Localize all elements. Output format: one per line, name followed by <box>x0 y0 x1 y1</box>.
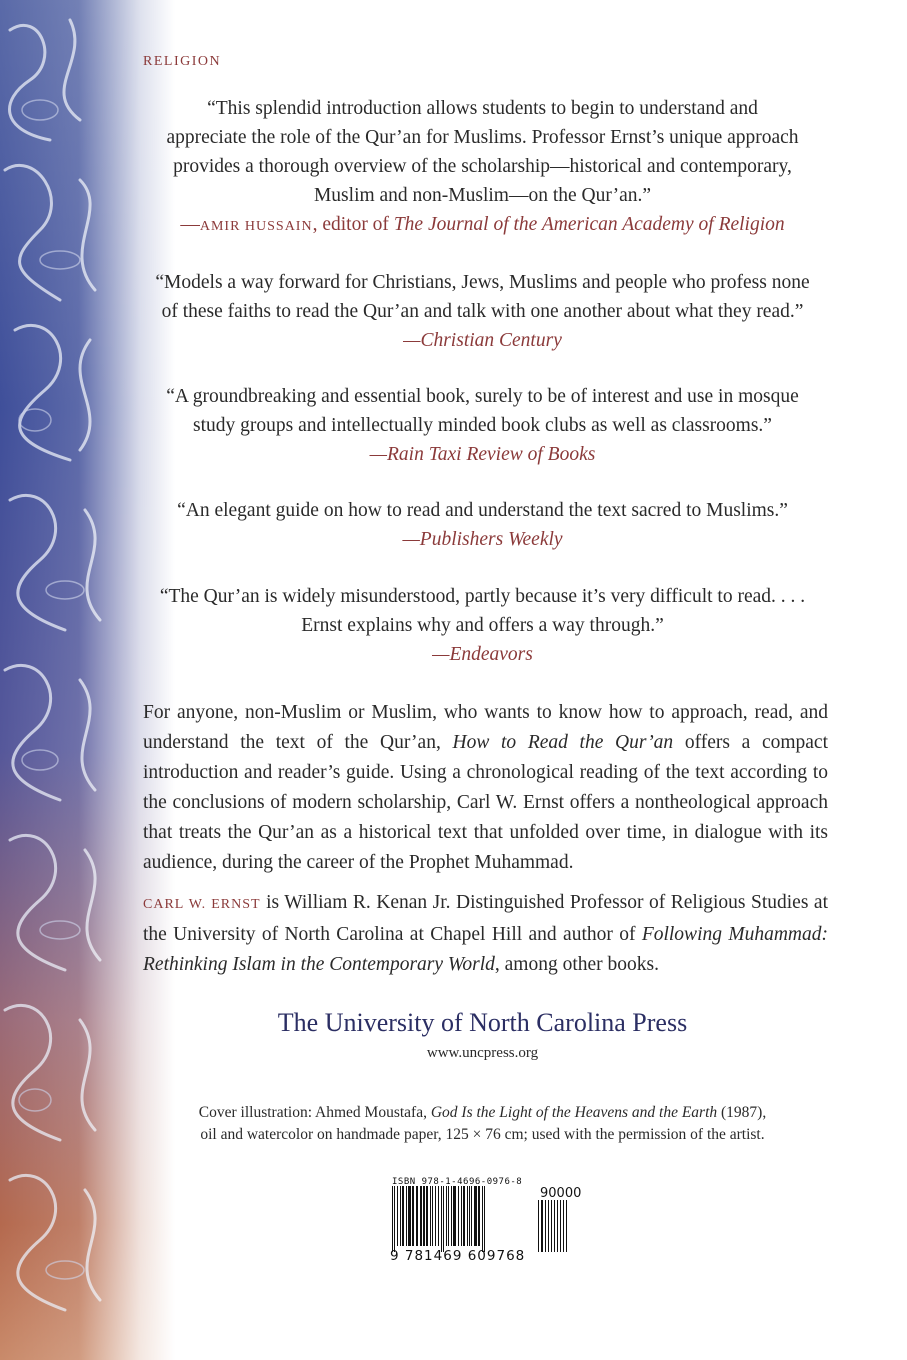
barcode-bar <box>438 1186 439 1246</box>
barcode-bar <box>392 1186 393 1252</box>
barcode-bar <box>432 1186 433 1246</box>
cover-credit <box>135 1102 830 1146</box>
addon-bar <box>566 1200 567 1252</box>
quote-line: “The Qur’an is widely misunderstood, partly because it’s very difficult to read. . . . <box>159 586 806 607</box>
category-label: RELIGION <box>143 54 222 69</box>
addon-bar <box>557 1200 558 1252</box>
barcode-bar <box>484 1186 485 1252</box>
blurb-quote-3 <box>135 382 830 469</box>
barcode-bar <box>423 1186 425 1246</box>
attrib-name: AMIR HUSSAIN <box>199 219 313 234</box>
barcode-bar <box>478 1186 480 1246</box>
quote-line: of these faiths to read the Qur’an and talk with one another about what they read.” <box>161 301 804 322</box>
isbn-label: ISBN 978-1-4696-0976-8 <box>392 1177 523 1187</box>
barcode-bar <box>394 1186 395 1252</box>
blurb-quote-4 <box>135 496 830 554</box>
addon-bar <box>548 1200 549 1252</box>
blurb-quote-1 <box>135 94 830 241</box>
barcode-bar <box>426 1186 428 1246</box>
barcode-bar <box>448 1186 449 1246</box>
book-description: For anyone, non-Muslim or Muslim, who wants to know how to approach, read, and understand the text of the Qur’an, How to Read the Qur’an offers a compact introduction and reader’s guide. Using a chronological reading of the text according to the conclusions of modern scholarship, Carl W. Ernst offers a nontheological approach that treats the Qur’an as a historical text that unfolded over time, in dialogue with its audience, during the career of the Prophet Muhammad. <box>143 702 829 873</box>
barcode-bar <box>430 1186 431 1246</box>
barcode-bar <box>446 1186 447 1246</box>
other-book-title: Following Muhammad: Rethinking Islam in the Contemporary World <box>143 924 828 975</box>
barcode-bar <box>463 1186 465 1246</box>
barcode-bar <box>420 1186 422 1246</box>
barcode-bar <box>471 1186 472 1246</box>
quote-attribution: —Rain Taxi Review of Books <box>369 444 596 465</box>
quote-attribution: —Endeavors <box>432 644 533 665</box>
addon-bar <box>554 1200 555 1252</box>
addon-bar <box>541 1200 543 1252</box>
attrib-title: The Journal of the American Academy of Religion <box>393 214 785 235</box>
quote-line: “This splendid introduction allows students to begin to understand and <box>207 98 758 119</box>
publisher-website: www.uncpress.org <box>426 1045 539 1061</box>
book-title: How to Read the Qur’an <box>452 732 674 753</box>
publisher-name: The University of North Carolina Press <box>277 1008 688 1037</box>
quote-line: Muslim and non-Muslim—on the Qur’an.” <box>313 185 652 206</box>
addon-bar <box>551 1200 552 1252</box>
quote-line: appreciate the role of the Qur’an for Muslims. Professor Ernst’s unique approach <box>166 127 799 148</box>
credit-line-1: Cover illustration: Ahmed Moustafa, God Is the Light of the Heavens and the Earth (1987), <box>198 1104 767 1121</box>
barcode-bar <box>451 1186 452 1246</box>
barcode-bar <box>458 1186 459 1246</box>
blurb-quote-5 <box>135 582 830 669</box>
quote-line: “An elegant guide on how to read and understand the text sacred to Muslims.” <box>177 500 788 521</box>
barcode-bar <box>435 1186 436 1246</box>
quote-attribution: —AMIR HUSSAIN, editor of The Journal of the American Academy of Religion <box>180 214 785 235</box>
barcode-bar <box>461 1186 462 1246</box>
barcode-bar <box>482 1186 483 1252</box>
barcode-bar <box>397 1186 398 1246</box>
barcode-bar <box>474 1186 477 1246</box>
price-code: 90000 <box>540 1186 582 1201</box>
barcode-bar <box>408 1186 411 1246</box>
quote-line: “A groundbreaking and essential book, surely to be of interest and use in mosque <box>166 386 799 407</box>
barcode-bar <box>469 1186 470 1246</box>
barcode-bar <box>412 1186 414 1246</box>
barcode-bar <box>416 1186 418 1246</box>
addon-bar <box>560 1200 561 1252</box>
addon-bar <box>563 1200 564 1252</box>
blurb-quote-2 <box>135 268 830 355</box>
author-bio: CARL W. ERNST is William R. Kenan Jr. Distinguished Professor of Religious Studies at the University of North Carolina at Chapel Hill and author of Following Muhammad: Rethinking Islam in the Contemporary World, among other books. <box>143 892 828 975</box>
quote-line: study groups and intellectually minded book clubs as well as classrooms.” <box>193 415 772 436</box>
addon-bar <box>538 1200 539 1252</box>
barcode-bar <box>453 1186 456 1246</box>
ean-number: 9 781469 609768 <box>390 1248 526 1264</box>
credit-line-2: oil and watercolor on handmade paper, 125 × 76 cm; used with the permission of the artist. <box>200 1126 765 1143</box>
barcode-bar <box>443 1186 444 1252</box>
quote-line: provides a thorough overview of the scholarship—historical and contemporary, <box>173 156 792 177</box>
barcode-bar <box>402 1186 404 1246</box>
barcode-bar <box>400 1186 401 1246</box>
barcode-bar <box>406 1186 407 1246</box>
quote-attribution: —Publishers Weekly <box>402 529 563 550</box>
author-name: CARL W. ERNST <box>143 897 261 912</box>
quote-attribution: —Christian Century <box>403 330 562 351</box>
addon-bar <box>545 1200 546 1252</box>
barcode-bar <box>467 1186 468 1246</box>
quote-line: “Models a way forward for Christians, Jews, Muslims and people who profess none <box>155 272 810 293</box>
quote-line: Ernst explains why and offers a way through.” <box>301 615 664 636</box>
barcode-bar <box>441 1186 442 1252</box>
